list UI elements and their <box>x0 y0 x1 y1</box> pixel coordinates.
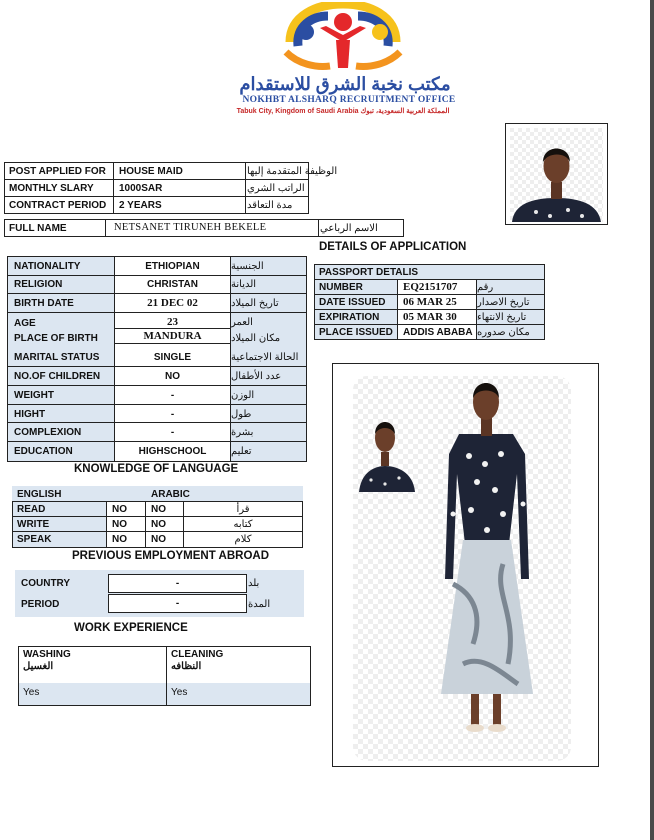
complexion-label-ar: بشرة <box>231 426 254 438</box>
place-of-birth-value: MANDURA <box>143 330 202 342</box>
nationality-value: ETHIOPIAN <box>145 260 200 272</box>
age-value: 23 <box>167 316 178 328</box>
place-of-birth-label-ar: مكان الميلاد <box>231 332 281 344</box>
height-label: HIGHT <box>14 408 46 420</box>
marital-status-value: SINGLE <box>153 351 192 363</box>
language-col-english: ENGLISH <box>17 488 62 500</box>
full-name-value: NETSANET TIRUNEH BEKELE <box>114 221 267 233</box>
weight-label-ar: الوزن <box>231 389 255 401</box>
cleaning-value: Yes <box>171 687 188 698</box>
height-value: - <box>170 408 175 420</box>
office-name-english: NOKHBT ALSHARQ RECRUITMENT OFFICE <box>242 95 456 105</box>
speak-label-ar: كلام <box>234 534 252 545</box>
date-issued-label-ar: تاريخ الاصدار <box>477 296 530 308</box>
complexion-value: - <box>170 426 175 438</box>
date-issued-label: DATE ISSUED <box>319 296 386 308</box>
complexion-label: COMPLEXION <box>14 426 82 438</box>
monthly-salary-label-ar: الراتب الشري <box>247 182 305 194</box>
place-of-birth-label: PLACE OF BIRTH <box>14 332 98 344</box>
work-experience-title: WORK EXPERIENCE <box>74 622 188 634</box>
expiration-value: 05 MAR 30 <box>403 311 457 323</box>
knowledge-title: KNOWLEDGE OF LANGUAGE <box>74 463 239 475</box>
children-value: NO <box>165 370 180 382</box>
age-label: AGE <box>14 317 36 329</box>
marital-status-label-ar: الحالة الاجتماعية <box>231 351 299 363</box>
speak-english: NO <box>112 534 127 545</box>
previous-employment-title: PREVIOUS EMPLOYMENT ABROAD <box>72 550 270 562</box>
contract-period-label-ar: مدة التعاقد <box>247 199 293 211</box>
passport-photo <box>505 123 608 225</box>
office-location: Tabuk City, Kingdom of Saudi Arabia المملكة العربية السعودية، تبوك <box>236 108 450 115</box>
country-value: - <box>175 578 180 589</box>
full-name-label: FULL NAME <box>9 222 67 234</box>
education-label: EDUCATION <box>14 445 73 457</box>
passport-title: PASSPORT DETALIS <box>319 266 419 278</box>
office-name-arabic: مكتب نخبة الشرق للاستقدام <box>239 74 451 94</box>
cleaning-label: CLEANING <box>171 649 224 660</box>
page-edge-bar <box>650 0 654 840</box>
post-applied-value: HOUSE MAID <box>119 165 183 177</box>
full-body-photo <box>332 363 599 767</box>
marital-status-label: MARITAL STATUS <box>14 351 100 363</box>
children-label: NO.OF CHILDREN <box>14 370 101 382</box>
office-logo <box>268 2 418 74</box>
period-value: - <box>175 598 180 609</box>
read-english: NO <box>112 503 127 515</box>
post-applied-label: POST APPLIED FOR <box>9 165 106 177</box>
washing-label-ar: الغسيل <box>23 661 54 672</box>
logo-graphic <box>268 2 418 74</box>
religion-value: CHRISTAN <box>147 278 198 290</box>
place-issued-value: ADDIS ABABA <box>403 326 473 338</box>
read-label: READ <box>17 503 46 515</box>
cleaning-label-ar: النظافه <box>171 661 202 672</box>
washing-label: WASHING <box>23 649 71 660</box>
passport-number-label: NUMBER <box>319 281 363 293</box>
speak-label: SPEAK <box>17 534 52 545</box>
children-label-ar: عدد الأطفال <box>231 370 282 382</box>
expiration-label-ar: تاريخ الانتهاء <box>477 311 527 323</box>
religion-label-ar: الديانة <box>231 278 257 290</box>
date-issued-value: 06 MAR 25 <box>403 296 457 308</box>
passport-number-label-ar: رقم <box>477 281 494 293</box>
country-label-ar: بلد <box>248 577 260 589</box>
contract-period-value: 2 YEARS <box>119 199 162 211</box>
period-label: PERIOD <box>21 598 60 610</box>
write-label: WRITE <box>17 518 50 530</box>
language-col-arabic: ARABIC <box>151 488 190 500</box>
post-applied-label-ar: الوظيفة المتقدمة إليها <box>247 165 338 177</box>
write-label-ar: كتابه <box>233 518 253 530</box>
place-issued-label-ar: مكان صدوره <box>477 326 530 338</box>
speak-arabic: NO <box>151 534 166 545</box>
weight-value: - <box>170 389 175 401</box>
age-label-ar: العمر <box>231 316 253 328</box>
washing-value: Yes <box>23 687 40 698</box>
write-english: NO <box>112 518 127 530</box>
place-issued-label: PLACE ISSUED <box>319 326 393 338</box>
period-label-ar: المدة <box>248 598 271 610</box>
country-label: COUNTRY <box>21 577 71 589</box>
read-arabic: NO <box>151 503 166 515</box>
monthly-salary-value: 1000SAR <box>119 182 163 194</box>
details-title: DETAILS OF APPLICATION <box>319 241 467 253</box>
birth-date-label: BIRTH DATE <box>14 297 74 309</box>
full-name-label-ar: الاسم الرباعي <box>320 222 378 234</box>
write-arabic: NO <box>151 518 166 530</box>
birth-date-label-ar: تاريخ الميلاد <box>231 297 279 309</box>
weight-label: WEIGHT <box>14 389 54 401</box>
birth-date-value: 21 DEC 02 <box>147 297 198 309</box>
passport-number-value: EQ2151707 <box>403 281 458 293</box>
read-label-ar: قرأ <box>236 503 250 515</box>
nationality-label-ar: الجنسية <box>231 260 264 272</box>
religion-label: RELIGION <box>14 278 63 290</box>
expiration-label: EXPIRATION <box>319 311 380 323</box>
nationality-label: NATIONALITY <box>14 260 81 272</box>
education-label-ar: تعليم <box>231 445 252 457</box>
monthly-salary-label: MONTHLY SLARY <box>9 182 94 194</box>
height-label-ar: طول <box>231 408 252 420</box>
education-value: HIGHSCHOOL <box>138 445 207 457</box>
contract-period-label: CONTRACT PERIOD <box>9 199 107 211</box>
